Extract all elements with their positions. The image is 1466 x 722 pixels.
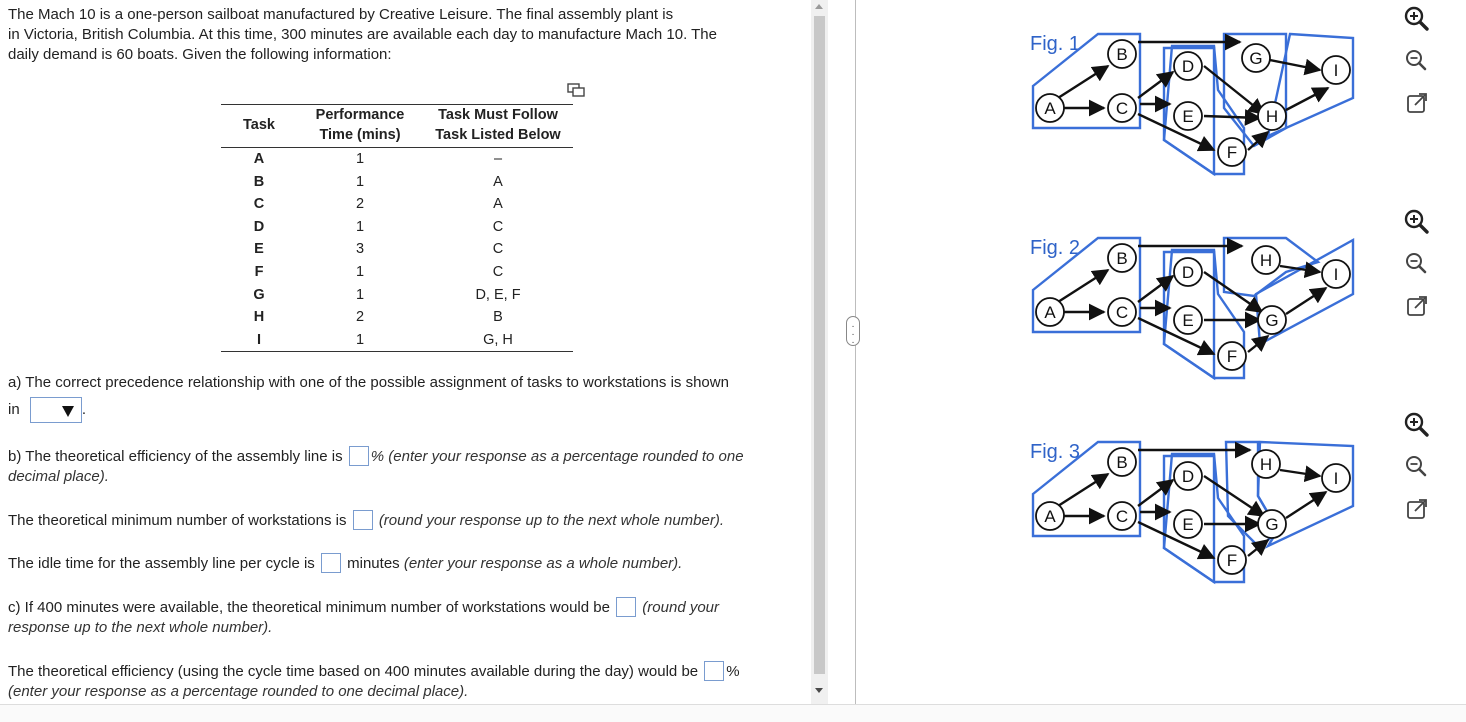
intro-line: in Victoria, British Columbia. At this time, 300 minutes are available each day to manufacture Mach 10. The <box>8 26 717 43</box>
figure-3 <box>1028 436 1368 586</box>
svg-text:C: C <box>1115 303 1129 322</box>
min-workstations-400-input[interactable] <box>616 597 636 617</box>
dropdown-arrow-icon <box>62 406 74 417</box>
table-row: A 1 – <box>253 151 503 167</box>
svg-text:G: G <box>1265 311 1279 330</box>
svg-text:E: E <box>1182 515 1194 534</box>
zoom-out-icon[interactable] <box>1402 452 1432 482</box>
table-row: H 2 B <box>253 309 503 326</box>
table-row: B 1 A <box>253 173 503 190</box>
svg-text:C: C <box>1115 99 1129 118</box>
table-row: F 1 C <box>254 263 504 280</box>
svg-text:C: C <box>1115 507 1129 526</box>
table-row: D 1 C <box>253 218 504 235</box>
svg-text:H: H <box>1259 251 1273 270</box>
intro-line: The Mach 10 is a one-person sailboat manufactured by Creative Leisure. The final assembly plant is <box>8 6 674 23</box>
zoom-in-icon[interactable] <box>1402 410 1432 440</box>
header-task: Task <box>221 105 297 148</box>
svg-text:B: B <box>1116 45 1128 64</box>
svg-text:A: A <box>1044 507 1056 526</box>
scrollbar-thumb[interactable] <box>814 16 825 674</box>
svg-text:I: I <box>1333 61 1339 80</box>
figure-label: Fig. 2 <box>1030 237 1081 259</box>
svg-text:I: I <box>1333 469 1339 488</box>
question-a: a) The correct precedence relationship with one of the possible assignment of tasks to workstations is shown in . <box>8 373 729 423</box>
header-follow: Task Must Follow Task Listed Below <box>423 105 573 148</box>
svg-text:G: G <box>1249 49 1263 68</box>
question-efficiency-400: The theoretical efficiency (using the cycle time based on 400 minutes available during the day) would be % (enter your response as a percentage rounded to one decimal place). <box>8 663 740 700</box>
svg-text:A: A <box>1044 99 1056 118</box>
svg-text:B: B <box>1116 249 1128 268</box>
table-row: E 3 C <box>254 241 504 258</box>
question-c: c) If 400 minutes were available, the theoretical minimum number of workstations would be (round your response up to the next whole number). <box>8 599 720 636</box>
intro-line: daily demand is 60 boats. Given the following information: <box>8 46 392 63</box>
svg-text:F: F <box>1226 551 1238 570</box>
efficiency-400-input[interactable] <box>704 661 724 681</box>
task-table <box>221 104 573 352</box>
question-min-stations: The theoretical minimum number of workstations is (round your response up to the next whole number). <box>8 512 725 529</box>
svg-text:D: D <box>1181 57 1195 76</box>
efficiency-input[interactable] <box>349 446 369 466</box>
header-time: Performance Time (mins) <box>297 105 423 148</box>
svg-text:A: A <box>1044 303 1056 322</box>
figure-select-dropdown[interactable] <box>30 397 82 423</box>
zoom-out-icon[interactable] <box>1402 249 1432 279</box>
svg-text:I: I <box>1333 265 1339 284</box>
figure-label: Fig. 1 <box>1030 33 1081 55</box>
zoom-in-icon[interactable] <box>1402 207 1432 237</box>
svg-text:H: H <box>1259 455 1273 474</box>
zoom-out-icon[interactable] <box>1402 46 1432 76</box>
question-b: b) The theoretical efficiency of the assembly line is % (enter your response as a percentage rounded to one decimal place). <box>8 448 744 485</box>
expand-icon[interactable] <box>1402 291 1432 321</box>
table-row: C 2 A <box>253 196 503 213</box>
svg-text:G: G <box>1265 515 1279 534</box>
expand-icon[interactable] <box>1402 494 1432 524</box>
min-workstations-input[interactable] <box>353 510 373 530</box>
copy-table-icon[interactable] <box>567 83 585 97</box>
vertical-scrollbar[interactable] <box>811 0 828 704</box>
scroll-up-icon[interactable] <box>815 4 823 9</box>
intro-text <box>8 5 717 65</box>
bottom-bar <box>0 704 1466 722</box>
figure-label: Fig. 3 <box>1030 441 1081 463</box>
panel-divider <box>855 0 856 704</box>
table-row: I 1 G, H <box>221 329 573 352</box>
zoom-in-icon[interactable] <box>1402 4 1432 34</box>
svg-text:E: E <box>1182 107 1194 126</box>
svg-text:F: F <box>1226 143 1238 162</box>
svg-text:D: D <box>1181 467 1195 486</box>
svg-text:D: D <box>1181 263 1195 282</box>
svg-text:B: B <box>1116 453 1128 472</box>
svg-text:E: E <box>1182 311 1194 330</box>
figure-1 <box>1028 28 1368 178</box>
figure-2 <box>1028 232 1368 382</box>
question-idle: The idle time for the assembly line per cycle is minutes (enter your response as a whole number). <box>8 555 683 572</box>
svg-text:F: F <box>1226 347 1238 366</box>
scroll-down-icon[interactable] <box>815 688 823 693</box>
panel-splitter-handle[interactable]: · · · <box>846 316 860 346</box>
svg-text:H: H <box>1265 107 1279 126</box>
expand-icon[interactable] <box>1402 88 1432 118</box>
idle-time-input[interactable] <box>321 553 341 573</box>
table-row: G 1 D, E, F <box>253 286 521 303</box>
